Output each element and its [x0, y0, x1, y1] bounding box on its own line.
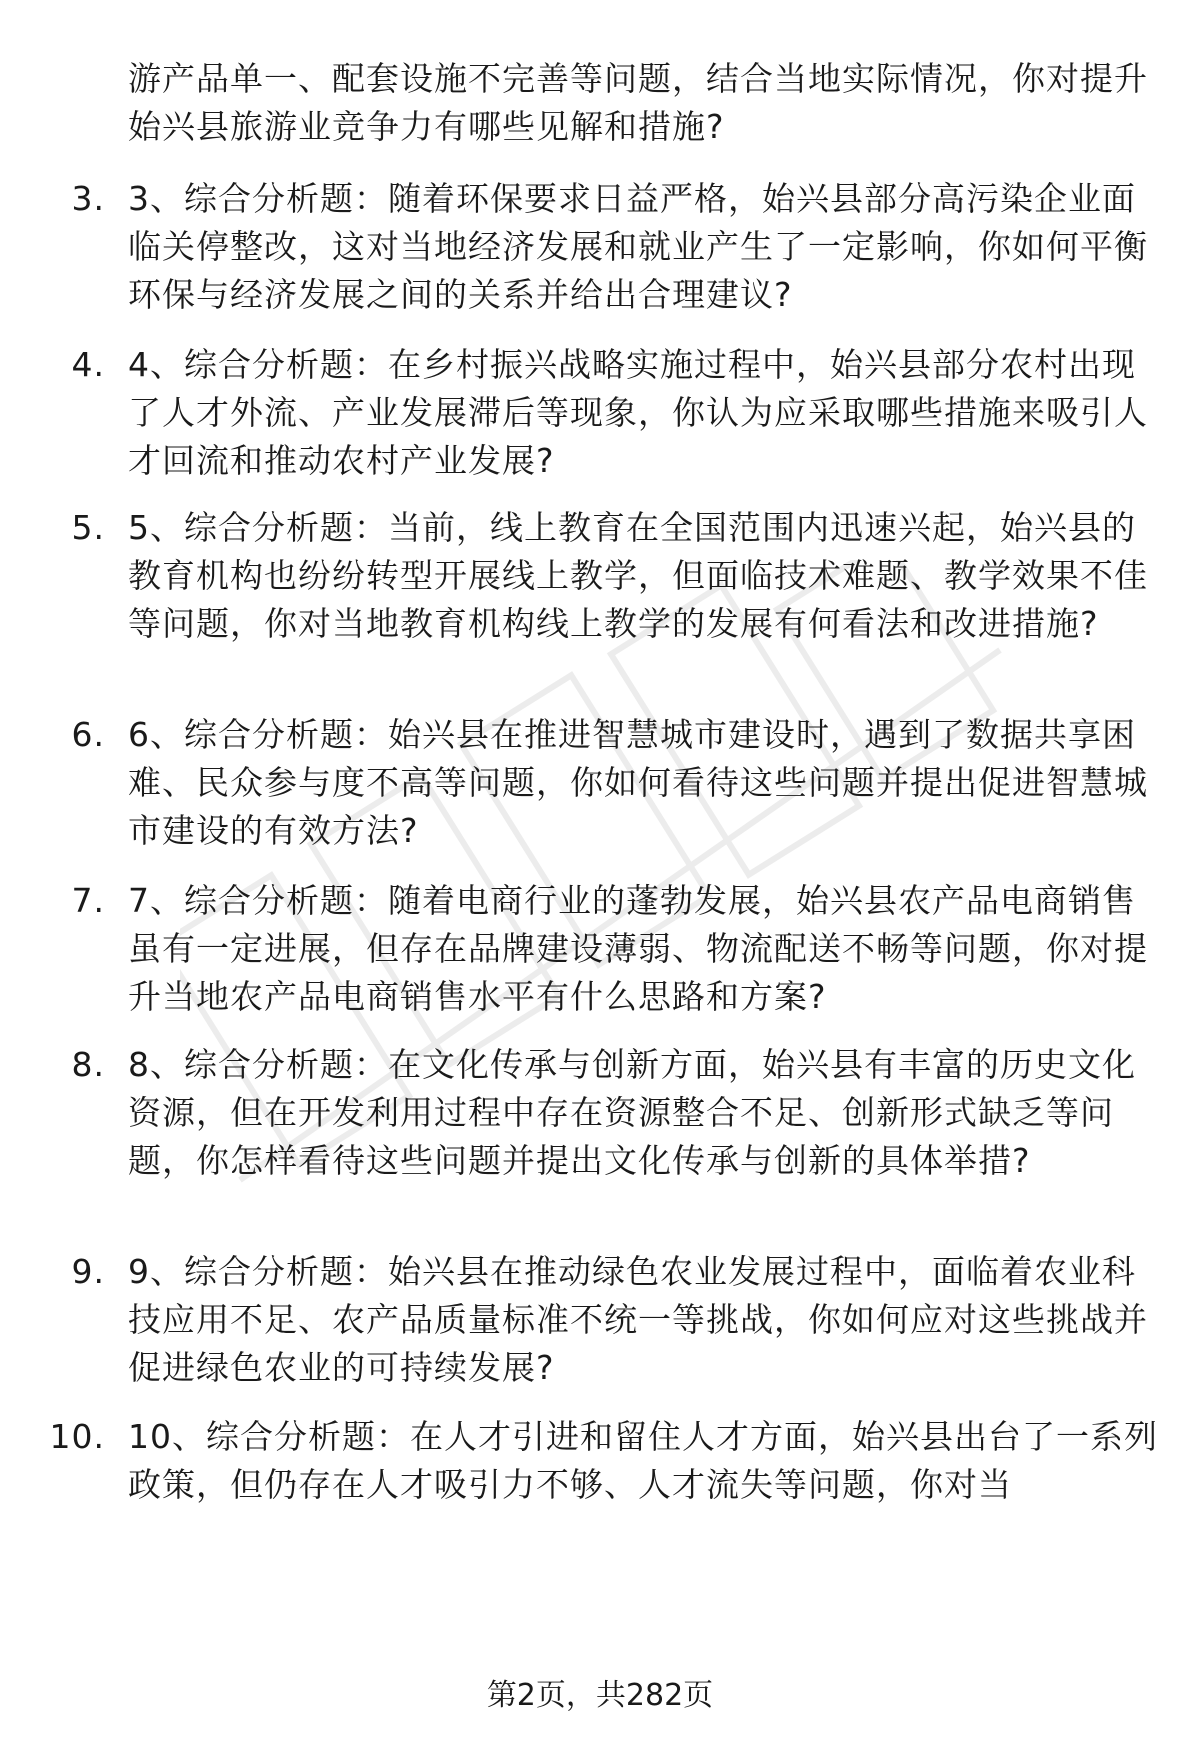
item-number: 3.	[71, 179, 105, 218]
item-text: 10、综合分析题：在人才引进和留住人才方面，始兴县出台了一系列政策，但仍存在人才吸引力不够、人才流失等问题，你对当	[128, 1417, 1158, 1504]
item-number: 9.	[71, 1252, 105, 1291]
item-number: 4.	[71, 345, 105, 384]
item-number: 7.	[71, 881, 105, 920]
continuation-paragraph: 游产品单一、配套设施不完善等问题，结合当地实际情况，你对提升始兴县旅游业竞争力有哪些见解和措施?	[128, 59, 1148, 146]
item-number: 5.	[71, 508, 105, 547]
item-text: 5、综合分析题：当前，线上教育在全国范围内迅速兴起，始兴县的教育机构也纷纷转型开展线上教学，但面临技术难题、教学效果不佳等问题，你对当地教育机构线上教学的发展有何看法和改进措施?	[128, 508, 1148, 643]
item-text: 7、综合分析题：随着电商行业的蓬勃发展，始兴县农产品电商销售虽有一定进展，但存在品牌建设薄弱、物流配送不畅等问题，你对提升当地农产品电商销售水平有什么思路和方案?	[128, 881, 1148, 1016]
item-text: 4、综合分析题：在乡村振兴战略实施过程中，始兴县部分农村出现了人才外流、产业发展滞后等现象，你认为应采取哪些措施来吸引人才回流和推动农村产业发展?	[128, 345, 1148, 480]
page-number-footer: 第2页，共282页	[486, 1678, 714, 1713]
item-text: 9、综合分析题：始兴县在推动绿色农业发展过程中，面临着农业科技应用不足、农产品质量标准不统一等挑战，你如何应对这些挑战并促进绿色农业的可持续发展?	[128, 1252, 1148, 1387]
item-number: 10.	[49, 1417, 105, 1456]
item-text: 3、综合分析题：随着环保要求日益严格，始兴县部分高污染企业面临关停整改，这对当地经济发展和就业产生了一定影响，你如何平衡环保与经济发展之间的关系并给出合理建议?	[128, 179, 1148, 314]
item-text: 8、综合分析题：在文化传承与创新方面，始兴县有丰富的历史文化资源，但在开发利用过程中存在资源整合不足、创新形式缺乏等问题，你怎样看待这些问题并提出文化传承与创新的具体举措?	[128, 1045, 1136, 1180]
item-number: 6.	[71, 715, 105, 754]
item-text: 6、综合分析题：始兴县在推进智慧城市建设时，遇到了数据共享困难、民众参与度不高等问题，你如何看待这些问题并提出促进智慧城市建设的有效方法?	[128, 715, 1148, 850]
item-number: 8.	[71, 1045, 105, 1084]
